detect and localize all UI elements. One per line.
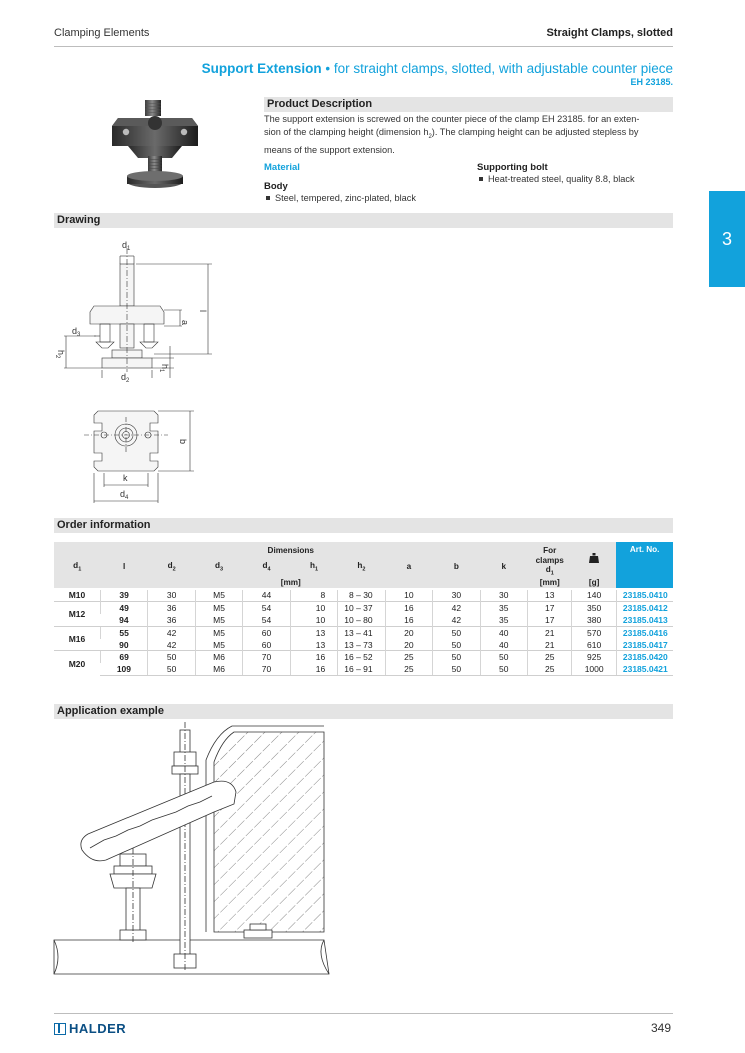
header-rule	[54, 46, 673, 47]
cell-art-no[interactable]: 23185.0410	[616, 589, 673, 601]
cell-d2: 36	[148, 601, 195, 613]
footer-rule	[54, 1013, 673, 1014]
cell-for-clamps: 25	[528, 651, 572, 663]
cell-b: 50	[433, 663, 480, 675]
cell-for-clamps: 17	[528, 601, 572, 613]
cell-k: 40	[480, 626, 527, 638]
cell-for-clamps: 13	[528, 589, 572, 601]
chapter-tab[interactable]: 3	[709, 191, 745, 287]
label-k: k	[123, 473, 128, 483]
col-header-l: l	[100, 556, 147, 577]
cell-weight: 380	[572, 614, 616, 626]
product-photo	[100, 96, 210, 202]
description-line-1: The support extension is screwed on the counter piece of the clamp EH 23185. for an exten-	[264, 114, 640, 124]
side-view-drawing	[54, 238, 214, 384]
cell-d4: 60	[243, 626, 290, 638]
weight-icon-cell	[572, 542, 616, 577]
cell-k: 50	[480, 663, 527, 675]
cell-d1: M16	[54, 626, 100, 651]
cell-art-no[interactable]: 23185.0413	[616, 614, 673, 626]
description-line-2a: sion of the clamping height (dimension h	[264, 127, 429, 137]
col-header-d4: $d_4$	[243, 556, 290, 577]
cell-l: 109	[100, 663, 147, 675]
title-main: Support Extension	[201, 61, 322, 76]
top-view-drawing	[54, 405, 214, 505]
cell-d2: 30	[148, 589, 195, 601]
order-table-header	[54, 542, 673, 589]
table-row	[54, 639, 673, 651]
cell-b: 50	[433, 639, 480, 651]
col-header-d2: $d_2$	[148, 556, 195, 577]
for-clamps-unit: [mm]	[528, 577, 572, 589]
cell-d2: 42	[148, 626, 195, 638]
cell-d4: 70	[243, 663, 290, 675]
cell-weight: 925	[572, 651, 616, 663]
label-a: a	[180, 320, 190, 326]
cell-d3: M6	[195, 663, 242, 675]
cell-l: 94	[119, 614, 129, 625]
cell-art-no[interactable]: 23185.0412	[616, 601, 673, 613]
body-material-item	[264, 193, 416, 203]
order-table	[54, 542, 673, 676]
mm-unit-header: [mm]	[54, 577, 528, 589]
cell-l: 49	[100, 601, 147, 613]
col-header-h1: $h_1$	[290, 556, 337, 577]
application-example-heading: Application example	[54, 704, 673, 719]
cell-k: 40	[480, 639, 527, 651]
cell-a: 25	[385, 651, 432, 663]
cell-d3: M5	[195, 614, 242, 626]
col-header-h2: $h_2$	[338, 556, 385, 577]
order-information-heading: Order information	[54, 518, 673, 533]
cell-l: 39	[100, 589, 147, 601]
label-d3: $d_3$	[72, 326, 81, 338]
cell-d3: M6	[195, 651, 242, 663]
supporting-bolt-label: Supporting bolt	[477, 162, 548, 173]
art-no-header: Art. No.	[616, 542, 673, 589]
dimensions-header: Dimensions	[54, 542, 528, 556]
cell-d3: M5	[195, 589, 242, 601]
cell-a: 16	[385, 614, 432, 626]
bullet-icon	[479, 177, 483, 181]
col-header-a: a	[385, 556, 432, 577]
table-row	[54, 589, 673, 601]
cell-for-clamps: 17	[528, 614, 572, 626]
product-description-heading: Product Description	[264, 97, 673, 112]
cell-d4: 60	[243, 639, 290, 651]
cell-a: 10	[385, 589, 432, 601]
cell-h1: 10	[290, 614, 337, 626]
label-d2: $d_2$	[121, 372, 130, 384]
page-title	[202, 61, 673, 76]
cell-d4: 70	[243, 651, 290, 663]
weight-icon	[589, 553, 599, 563]
cell-d1: M12	[54, 601, 100, 626]
cell-weight: 350	[572, 601, 616, 613]
label-l: l	[198, 310, 208, 312]
cell-h1: 16	[290, 651, 337, 663]
cell-h1: 13	[290, 626, 337, 638]
cell-d2: 36	[148, 614, 195, 626]
product-description-text	[264, 113, 674, 157]
header-category: Clamping Elements	[54, 27, 150, 39]
cell-b: 30	[433, 589, 480, 601]
cell-h1: 8	[290, 589, 337, 601]
cell-l: 90	[119, 639, 129, 650]
col-header-d3: $d_3$	[195, 556, 242, 577]
col-header-k: k	[480, 556, 527, 577]
cell-for-clamps: 21	[528, 626, 572, 638]
cell-k: 50	[480, 651, 527, 663]
body-material-text: Steel, tempered, zinc-plated, black	[275, 193, 416, 203]
cell-h1: 13	[290, 639, 337, 651]
label-d4: $d_4$	[120, 489, 129, 501]
cell-art-no[interactable]: 23185.0416	[616, 626, 673, 638]
table-row	[54, 626, 673, 638]
supporting-bolt-item	[477, 174, 635, 184]
page-number: 349	[650, 1021, 671, 1035]
cell-a: 20	[385, 639, 432, 651]
cell-h2: 10 – 80	[338, 614, 385, 626]
cell-a: 16	[385, 601, 432, 613]
cell-d2: 50	[148, 651, 195, 663]
label-h2: $h_2$	[54, 350, 66, 359]
cell-h2: 16 – 52	[338, 651, 385, 663]
cell-h1: 16	[290, 663, 337, 675]
cell-a: 20	[385, 626, 432, 638]
cell-h2: 13 – 73	[338, 639, 385, 651]
weight-unit: [g]	[572, 577, 616, 589]
cell-d4: 44	[243, 589, 290, 601]
for-clamps-header: For	[528, 542, 572, 556]
material-label: Material	[264, 162, 300, 173]
cell-weight: 140	[572, 589, 616, 601]
cell-d1: M20	[54, 651, 100, 676]
cell-l: 69	[100, 651, 147, 663]
cell-weight: 1000	[572, 663, 616, 675]
halder-logo[interactable]	[54, 1021, 126, 1036]
label-h1: $h_1$	[158, 364, 170, 373]
cell-d4: 54	[243, 601, 290, 613]
cell-d3: M5	[195, 639, 242, 651]
bullet-icon	[266, 196, 270, 200]
cell-h1: 10	[290, 601, 337, 613]
cell-d2: 50	[148, 663, 195, 675]
cell-for-clamps: 21	[528, 639, 572, 651]
label-d1: $d_1$	[122, 240, 131, 252]
order-table-body	[54, 589, 673, 676]
cell-d4: 54	[243, 614, 290, 626]
cell-art-no[interactable]: 23185.0420	[616, 651, 673, 663]
description-line-3: means of the support extension.	[264, 144, 395, 155]
drawing-heading: Drawing	[54, 213, 673, 228]
cell-a: 25	[385, 663, 432, 675]
cell-h2: 8 – 30	[338, 589, 385, 601]
title-code: EH 23185.	[630, 77, 673, 87]
header-section: Straight Clamps, slotted	[546, 27, 673, 39]
cell-d1: M10	[54, 589, 100, 601]
description-line-2-sub: 2	[428, 133, 432, 140]
cell-weight: 610	[572, 639, 616, 651]
body-label: Body	[264, 181, 288, 192]
description-line-2	[264, 126, 674, 144]
cell-h2: 13 – 41	[338, 626, 385, 638]
cell-d2: 42	[148, 639, 195, 651]
label-b: b	[178, 439, 188, 445]
table-row	[54, 651, 673, 663]
cell-b: 50	[433, 651, 480, 663]
cell-art-no[interactable]: 23185.0417	[616, 639, 673, 651]
cell-b: 50	[433, 626, 480, 638]
for-clamps-header-2: clamps $d_1$	[528, 556, 572, 577]
cell-b: 42	[433, 614, 480, 626]
cell-weight: 570	[572, 626, 616, 638]
title-rest: • for straight clamps, slotted, with adjustable counter piece	[321, 61, 673, 76]
col-header-d1: $d_1$	[54, 556, 100, 577]
halder-logo-text: HALDER	[69, 1021, 127, 1036]
cell-k: 35	[480, 601, 527, 613]
supporting-bolt-text: Heat-treated steel, quality 8.8, black	[488, 174, 635, 184]
table-row	[54, 614, 673, 626]
cell-art-no[interactable]: 23185.0421	[616, 663, 673, 675]
cell-k: 35	[480, 614, 527, 626]
cell-d3: M5	[195, 601, 242, 613]
cell-h2: 10 – 37	[338, 601, 385, 613]
col-header-b: b	[433, 556, 480, 577]
cell-l: 55	[100, 626, 147, 638]
table-row	[54, 601, 673, 613]
cell-h2: 16 – 91	[338, 663, 385, 675]
halder-logo-icon	[54, 1023, 66, 1035]
cell-k: 30	[480, 589, 527, 601]
cell-d3: M5	[195, 626, 242, 638]
cell-for-clamps: 25	[528, 663, 572, 675]
description-line-2b: ). The clamping height can be adjusted stepless by	[431, 127, 639, 137]
table-row	[54, 663, 673, 675]
application-example-drawing	[54, 722, 334, 990]
cell-b: 42	[433, 601, 480, 613]
